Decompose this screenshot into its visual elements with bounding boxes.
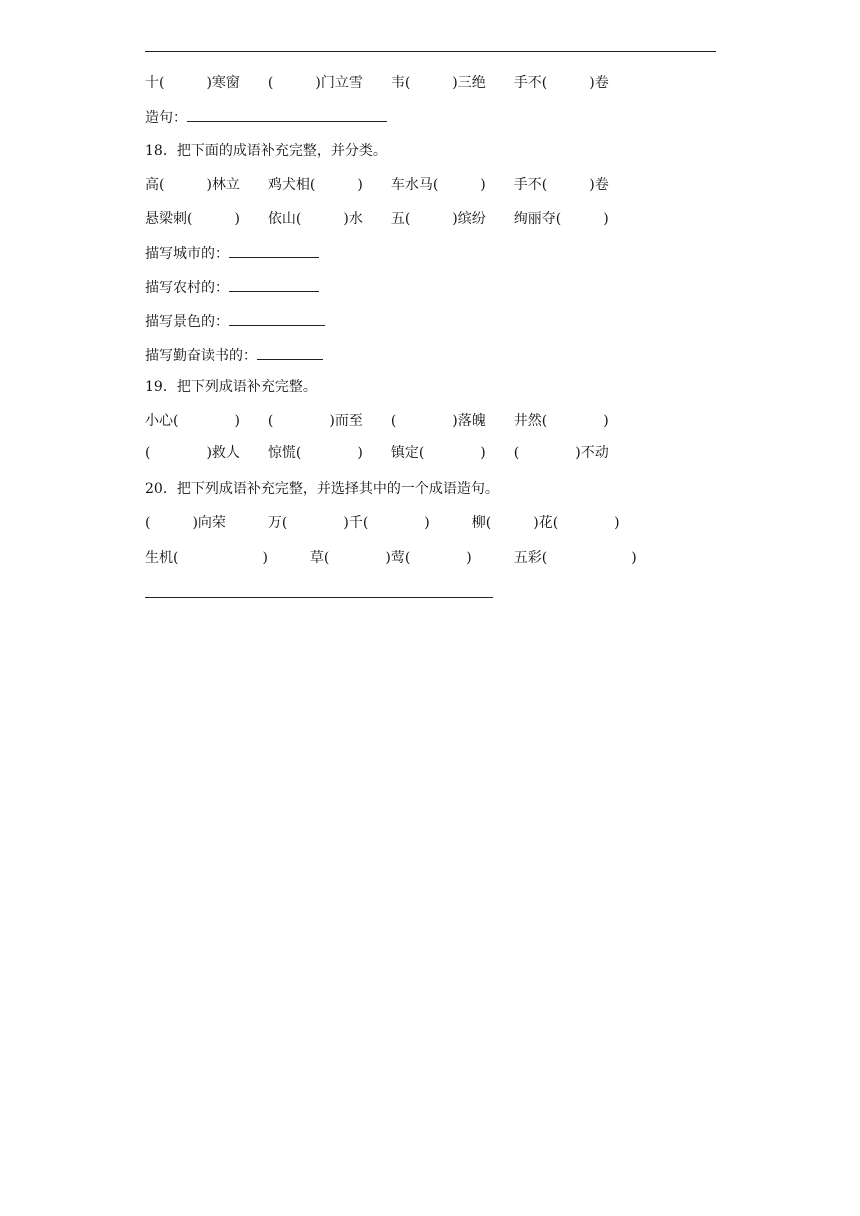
q18-study-blank[interactable]: [257, 345, 323, 360]
q17-idioms-line: 十( )寒窗 ( )门立雪 韦( )三绝 手不( )卷: [145, 75, 609, 91]
q18-scenery-blank[interactable]: [229, 311, 325, 326]
q18-study-label: 描写勤奋读书的：: [145, 348, 257, 364]
q18-category-study: [145, 345, 323, 366]
q19-row2: ( )救人 惊慌( ) 镇定( ) ( )不动: [145, 445, 609, 461]
q20-title: 20．把下列成语补充完整，并选择其中的一个成语造句。: [145, 481, 499, 497]
q18-scenery-label: 描写景色的：: [145, 314, 229, 330]
q18-city-blank[interactable]: [229, 243, 319, 258]
q18-row2: 悬梁刺( ) 依山( )水 五( )缤纷 绚丽夺( ): [145, 211, 609, 227]
q18-category-scenery: [145, 311, 325, 332]
q17-sentence-blank[interactable]: [187, 107, 387, 122]
q18-row1: 高( )林立 鸡犬相( ) 车水马( ) 手不( )卷: [145, 177, 609, 193]
q17-sentence-label: 造句：: [145, 110, 187, 126]
q18-village-blank[interactable]: [229, 277, 319, 292]
q18-city-label: 描写城市的：: [145, 246, 229, 262]
q18-category-village: [145, 277, 319, 298]
q18-title: 18．把下面的成语补充完整，并分类。: [145, 143, 387, 159]
q18-category-city: [145, 243, 319, 264]
header-rule: [145, 51, 716, 52]
q18-village-label: 描写农村的：: [145, 280, 229, 296]
q17-sentence-line: [145, 107, 387, 128]
q19-row1: 小心( ) ( )而至 ( )落魄 井然( ): [145, 413, 609, 429]
q19-title: 19．把下列成语补充完整。: [145, 379, 317, 395]
q20-row1: ( )向荣 万( )千( ) 柳( )花( ): [145, 515, 620, 531]
q20-answer-line[interactable]: [145, 597, 493, 598]
q20-row2: 生机( ) 草( )莺( ) 五彩( ): [145, 550, 637, 566]
